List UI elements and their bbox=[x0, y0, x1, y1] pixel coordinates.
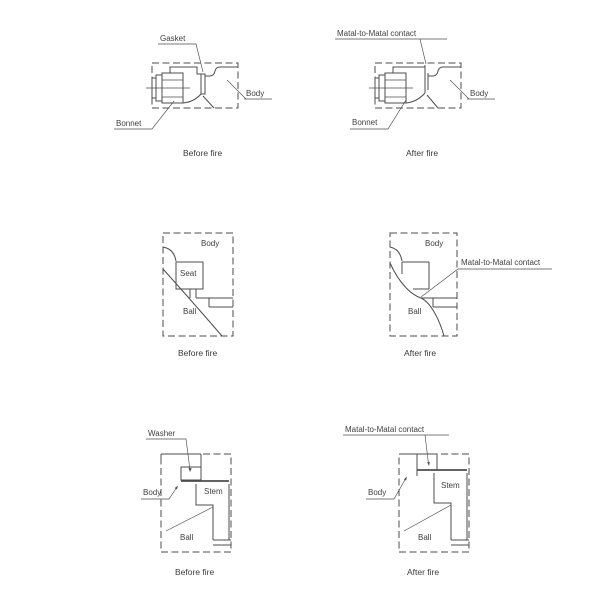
body-top-profile bbox=[205, 67, 238, 76]
contact-leader bbox=[421, 269, 552, 297]
gasket-leader bbox=[158, 44, 203, 72]
label-body: Body bbox=[201, 239, 220, 248]
ball-slot-line bbox=[166, 507, 213, 531]
bolt-body-lines bbox=[385, 80, 406, 97]
contact-leader bbox=[343, 435, 449, 464]
label-body: Body bbox=[470, 89, 489, 98]
label-body: Body bbox=[368, 488, 387, 497]
phantom-outline bbox=[152, 63, 238, 108]
caption-before-fire: Before fire bbox=[175, 567, 215, 577]
body-leader-arrowhead bbox=[175, 486, 178, 490]
body-top-profile bbox=[428, 67, 461, 76]
label-seat: Seat bbox=[180, 269, 197, 278]
caption-after-fire: After fire bbox=[404, 348, 437, 358]
bonnet-bottom-profile bbox=[406, 93, 425, 103]
metal-contact-area bbox=[399, 454, 437, 476]
seat-notch bbox=[190, 289, 196, 298]
washer-leader-arrowhead bbox=[189, 468, 192, 472]
bonnet-bottom-profile bbox=[183, 94, 201, 103]
label-stem: Stem bbox=[441, 481, 460, 490]
diagram-bonnet-before bbox=[114, 34, 272, 158]
phantom-outline bbox=[390, 233, 457, 336]
ball-surface bbox=[390, 263, 444, 336]
body-ledge bbox=[196, 298, 233, 307]
label-body: Body bbox=[425, 239, 444, 248]
label-body: Body bbox=[143, 488, 162, 497]
caption-after-fire: After fire bbox=[407, 567, 440, 577]
label-ball: Ball bbox=[183, 307, 197, 316]
ball-trunnion-lines bbox=[213, 540, 231, 545]
seat-pocket bbox=[402, 262, 429, 289]
label-stem: Stem bbox=[204, 487, 223, 496]
metal-contact-lines bbox=[425, 65, 428, 93]
phantom-outline bbox=[375, 63, 461, 108]
label-ball: Ball bbox=[408, 307, 422, 316]
gasket-shape bbox=[201, 74, 205, 94]
diagram-bonnet-after bbox=[335, 29, 495, 158]
joint-split-line bbox=[427, 95, 438, 108]
body-bore-arc bbox=[163, 247, 176, 261]
ball-trunnion-lines bbox=[451, 540, 469, 545]
ball-slot-line bbox=[404, 505, 451, 531]
label-body: Body bbox=[246, 89, 265, 98]
label-ball: Ball bbox=[418, 533, 432, 542]
caption-before-fire: Before fire bbox=[183, 148, 223, 158]
label-metal-contact: Matal-to-Matal contact bbox=[461, 258, 541, 267]
body-leader-arrowhead bbox=[404, 477, 407, 481]
caption-after-fire: After fire bbox=[406, 148, 439, 158]
label-bonnet: Bonnet bbox=[116, 119, 142, 128]
joint-split-line bbox=[203, 96, 214, 108]
diagram-seat-before bbox=[163, 233, 233, 358]
bonnet-top-profile bbox=[393, 67, 425, 73]
label-gasket: Gasket bbox=[160, 34, 186, 43]
label-metal-contact: Matal-to-Matal contact bbox=[345, 425, 425, 434]
body-top-edge bbox=[161, 454, 201, 467]
diagram-stem-before bbox=[141, 429, 231, 577]
body-ledge bbox=[421, 298, 457, 307]
body-bore-arc bbox=[390, 247, 402, 261]
phantom-outline bbox=[163, 233, 233, 336]
bolt-body-lines bbox=[162, 80, 183, 97]
contact-leader-arrowhead bbox=[427, 462, 430, 466]
label-metal-contact: Matal-to-Matal contact bbox=[337, 29, 417, 38]
diagram-seat-after bbox=[390, 233, 552, 358]
diagram-stem-after bbox=[343, 425, 469, 577]
ball-surface bbox=[163, 269, 222, 336]
contact-leader bbox=[335, 39, 447, 64]
label-washer: Washer bbox=[148, 429, 176, 438]
label-ball: Ball bbox=[180, 533, 194, 542]
caption-before-fire: Before fire bbox=[178, 348, 218, 358]
label-bonnet: Bonnet bbox=[352, 118, 378, 127]
